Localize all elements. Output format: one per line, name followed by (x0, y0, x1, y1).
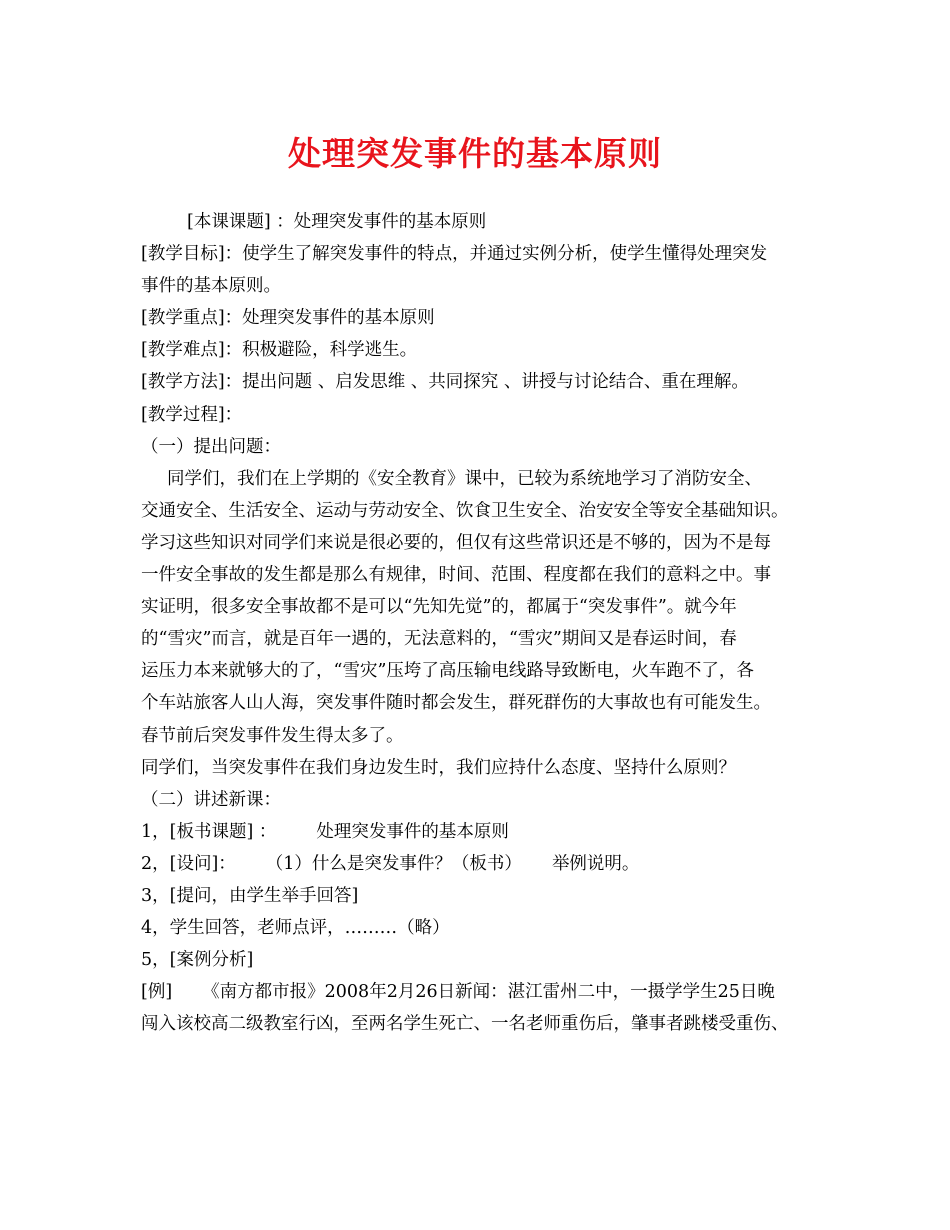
paragraph-line: 春节前后突发事件发生得太多了。 (141, 725, 404, 746)
step-five: 5，[案例分析] (141, 950, 254, 971)
step-two-example: 举例说明。 (551, 853, 640, 874)
document-title: 处理突发事件的基本原则 (288, 134, 662, 173)
example-line (141, 976, 831, 1008)
teaching-process: [教学过程]： (141, 404, 243, 425)
step-two (141, 848, 831, 880)
step-one-label: 1，[板书课题] ： (141, 821, 277, 842)
example-label: [例] (141, 982, 173, 1003)
paragraph-line: 同学们，我们在上学期的《安全教育》课中，已较为系统地学习了消防安全、 (167, 468, 762, 489)
teaching-method: [教学方法]：提出问题 、启发思维 、共同探究 、讲授与讨论结合、重在理解。 (141, 372, 749, 393)
document-body (141, 206, 831, 1040)
step-one-text: 处理突发事件的基本原则 (316, 821, 509, 842)
teaching-key-point: [教学重点]：处理突发事件的基本原则 (141, 308, 435, 329)
section-one-heading: （一）提出问题： (141, 436, 281, 457)
example-text: 《南方都市报》2008年2月26日新闻：湛江雷州二中，一摄学学生25日晚 (202, 982, 775, 1003)
paragraph-line: 个车站旅客人山人海，突发事件随时都会发生，群死群伤的大事故也有可能发生。 (141, 693, 771, 714)
section-two-heading: （二）讲述新课： (141, 789, 281, 810)
lesson-topic: [本课课题] ：处理突发事件的基本原则 (187, 212, 487, 232)
paragraph-line: 的“雪灾”而言，就是百年一遇的，无法意料的，“雪灾”期间又是春运时间，春 (141, 629, 737, 650)
teaching-goal: [教学目标]：使学生了解突发事件的特点，并通过实例分析，使学生懂得处理突发 (141, 244, 768, 265)
teaching-difficulty: [教学难点]：积极避险，科学逃生。 (141, 340, 418, 361)
step-two-label: 2，[设问]： (141, 853, 236, 874)
teaching-goal-cont: 事件的基本原则。 (141, 276, 281, 297)
step-four: 4，学生回答，老师点评，………（略） (141, 918, 450, 939)
step-two-question: （1）什么是突发事件？（板书） (265, 853, 522, 874)
paragraph-line: 交通安全、生活安全、运动与劳动安全、饮食卫生安全、治安安全等安全基础知识。 (141, 500, 789, 521)
question-line: 同学们，当突发事件在我们身边发生时，我们应持什么态度、坚持什么原则？ (141, 757, 736, 778)
step-three: 3，[提问，由学生举手回答] (141, 885, 359, 906)
paragraph-line: 学习这些知识对同学们来说是很必要的，但仅有这些常识还是不够的，因为不是每 (141, 532, 771, 553)
paragraph-line: 运压力本来就够大的了，“雪灾”压垮了高压输电线路导致断电，火车跑不了，各 (141, 661, 754, 682)
example-line-cont: 闯入该校高二级教室行凶，至两名学生死亡、一名老师重伤后，肇事者跳楼受重伤、 (141, 1014, 789, 1035)
paragraph-line: 实证明，很多安全事故都不是可以“先知先觉”的，都属于“突发事件”。就今年 (141, 597, 737, 618)
step-one (141, 816, 831, 848)
paragraph-line: 一件安全事故的发生都是那么有规律，时间、范围、程度都在我们的意料之中。事 (141, 565, 771, 586)
